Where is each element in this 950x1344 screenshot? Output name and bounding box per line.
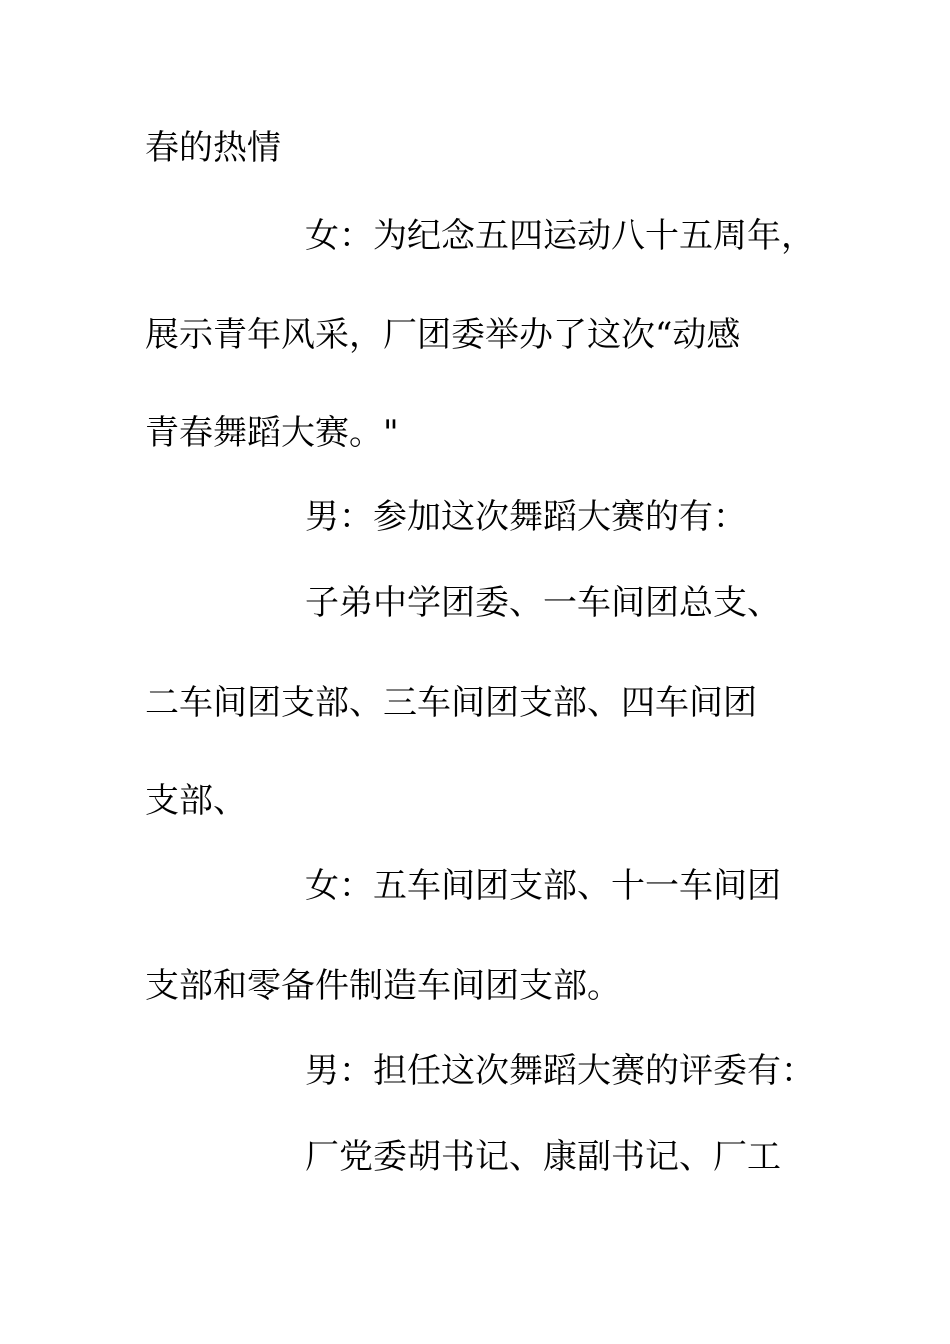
text-line: 春的热情 bbox=[145, 128, 281, 168]
text-line: 支部和零备件制造车间团支部。 bbox=[145, 966, 621, 1006]
text-line: 厂党委胡书记、康副书记、厂工 bbox=[305, 1137, 781, 1177]
text-line: 展示青年风采，厂团委举办了这次“动感 bbox=[145, 315, 741, 355]
text-line: 男：担任这次舞蹈大赛的评委有： bbox=[305, 1051, 815, 1091]
text-line: 女：五车间团支部、十一车间团 bbox=[305, 866, 781, 906]
text-line: 二车间团支部、三车间团支部、四车间团 bbox=[145, 683, 757, 723]
text-line: 女：为纪念五四运动八十五周年， bbox=[305, 216, 815, 256]
text-line: 男：参加这次舞蹈大赛的有： bbox=[305, 497, 747, 537]
text-line: 青春舞蹈大赛。" bbox=[145, 413, 399, 453]
text-line: 子弟中学团委、一车间团总支、 bbox=[305, 583, 781, 623]
text-line: 支部、 bbox=[145, 781, 247, 821]
